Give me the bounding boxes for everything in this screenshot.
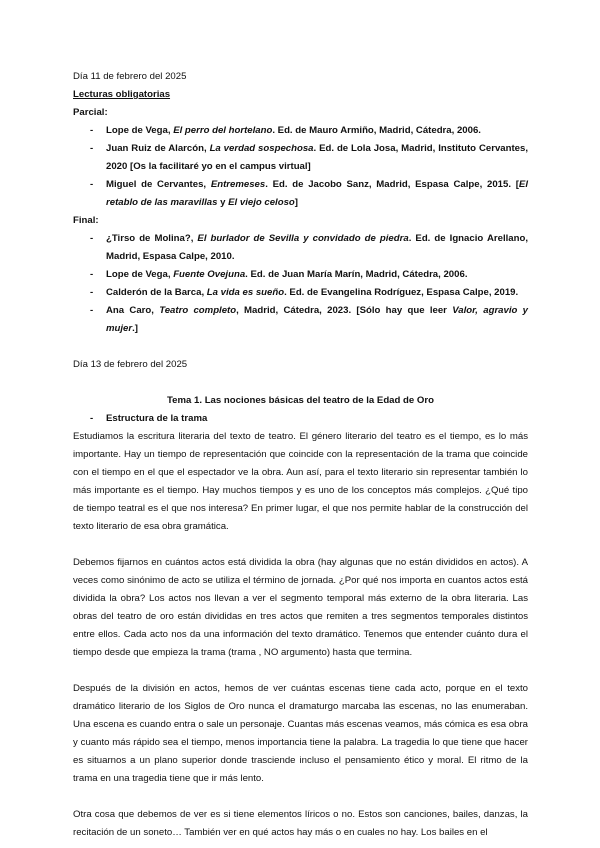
list-item: - Ana Caro, Teatro completo, Madrid, Cátedra, 2023. [Sólo hay que leer Valor, agravio y mujer.] [73,302,528,338]
subheading: - Estructura de la trama [73,410,528,428]
list-item: - Lope de Vega, El perro del hortelano. Ed. de Mauro Armiño, Madrid, Cátedra, 2006. [73,122,528,140]
list-item: - Calderón de la Barca, La vida es sueño. Ed. de Evangelina Rodríguez, Espasa Calpe, 2019. [73,284,528,302]
list-item: - Lope de Vega, Fuente Ovejuna. Ed. de Juan María Marín, Madrid, Cátedra, 2006. [73,266,528,284]
document-page [73,68,528,842]
paragraph: Estudiamos la escritura literaria del texto de teatro. El género literario del teatro es el tiempo, es lo más importante. Hay un tiempo de representación que coincide con la representación de la trama que coincide con el tiempo en el que el espectador ve la obra. Aun así, para el texto literario sin representar también lo más importante es el tiempo. Hay muchos tiempos y es uno de los conceptos más complejos. ¿Qué tipo de tiempo teatral es el que nos interesa? En primer lugar, el que nos permite hablar de la construcción del texto literario de esa obra gramática. [73,431,528,532]
date-heading: Día 11 de febrero del 2025 [73,71,187,82]
final-list [73,230,528,338]
parcial-list [73,122,528,212]
list-item: - Miguel de Cervantes, Entremeses. Ed. de Jacobo Sanz, Madrid, Espasa Calpe, 2015. [El retablo de las maravillas y El viejo celoso] [73,176,528,212]
paragraph: Otra cosa que debemos de ver es si tiene elementos líricos o no. Estos son canciones, bailes, danzas, la recitación de un soneto… También ver en qué actos hay más o en cuales no hay. Los bailes en el [73,809,528,838]
paragraph: Debemos fijarnos en cuántos actos está dividida la obra (hay algunas que no están divididos en actos). A veces como sinónimo de acto se utiliza el término de jornada. ¿Por qué nos importa en cuantos actos está dividida la obra? Los actos nos llevan a ver el segmento temporal más externo de la obra literaria. Las obras del teatro de oro están divididas en tres actos que remiten a tres segmentos temporales distintos entre ellos. Cada acto nos da una información del texto dramático. Tenemos que entender cuánto dura el tiempo desde que empieza la trama (trama , NO argumento) hasta que termina. [73,557,528,658]
date-heading: Día 13 de febrero del 2025 [73,359,188,370]
final-label: Final: [73,215,99,226]
parcial-label: Parcial: [73,107,108,118]
list-item: - ¿Tirso de Molina?, El burlador de Sevilla y convidado de piedra. Ed. de Ignacio Arellano, Madrid, Espasa Calpe, 2010. [73,230,528,266]
topic-title: Tema 1. Las nociones básicas del teatro de la Edad de Oro [167,395,434,406]
list-item: - Juan Ruiz de Alarcón, La verdad sospechosa. Ed. de Lola Josa, Madrid, Instituto Cervantes, 2020 [Os la facilitaré yo en el campus virtual] [73,140,528,176]
paragraph: Después de la división en actos, hemos de ver cuántas escenas tiene cada acto, porque en el texto dramático literario de los Siglos de Oro nunca el dramaturgo marcaba las escenas, no las enumeraban. Una escena es cuando entra o sale un personaje. Cuantas más escenas veamos, más cómica es esa obra y cuanto más rápido sea el tiempo, menos importancia tiene la palabra. La tragedia lo que tiene que hacer es situarnos a un plano superior donde trasciende incluso el pensamiento ético y moral. El ritmo de la trama en una tragedia tiene que ir más lento. [73,683,528,784]
section-heading: Lecturas obligatorias [73,89,171,100]
